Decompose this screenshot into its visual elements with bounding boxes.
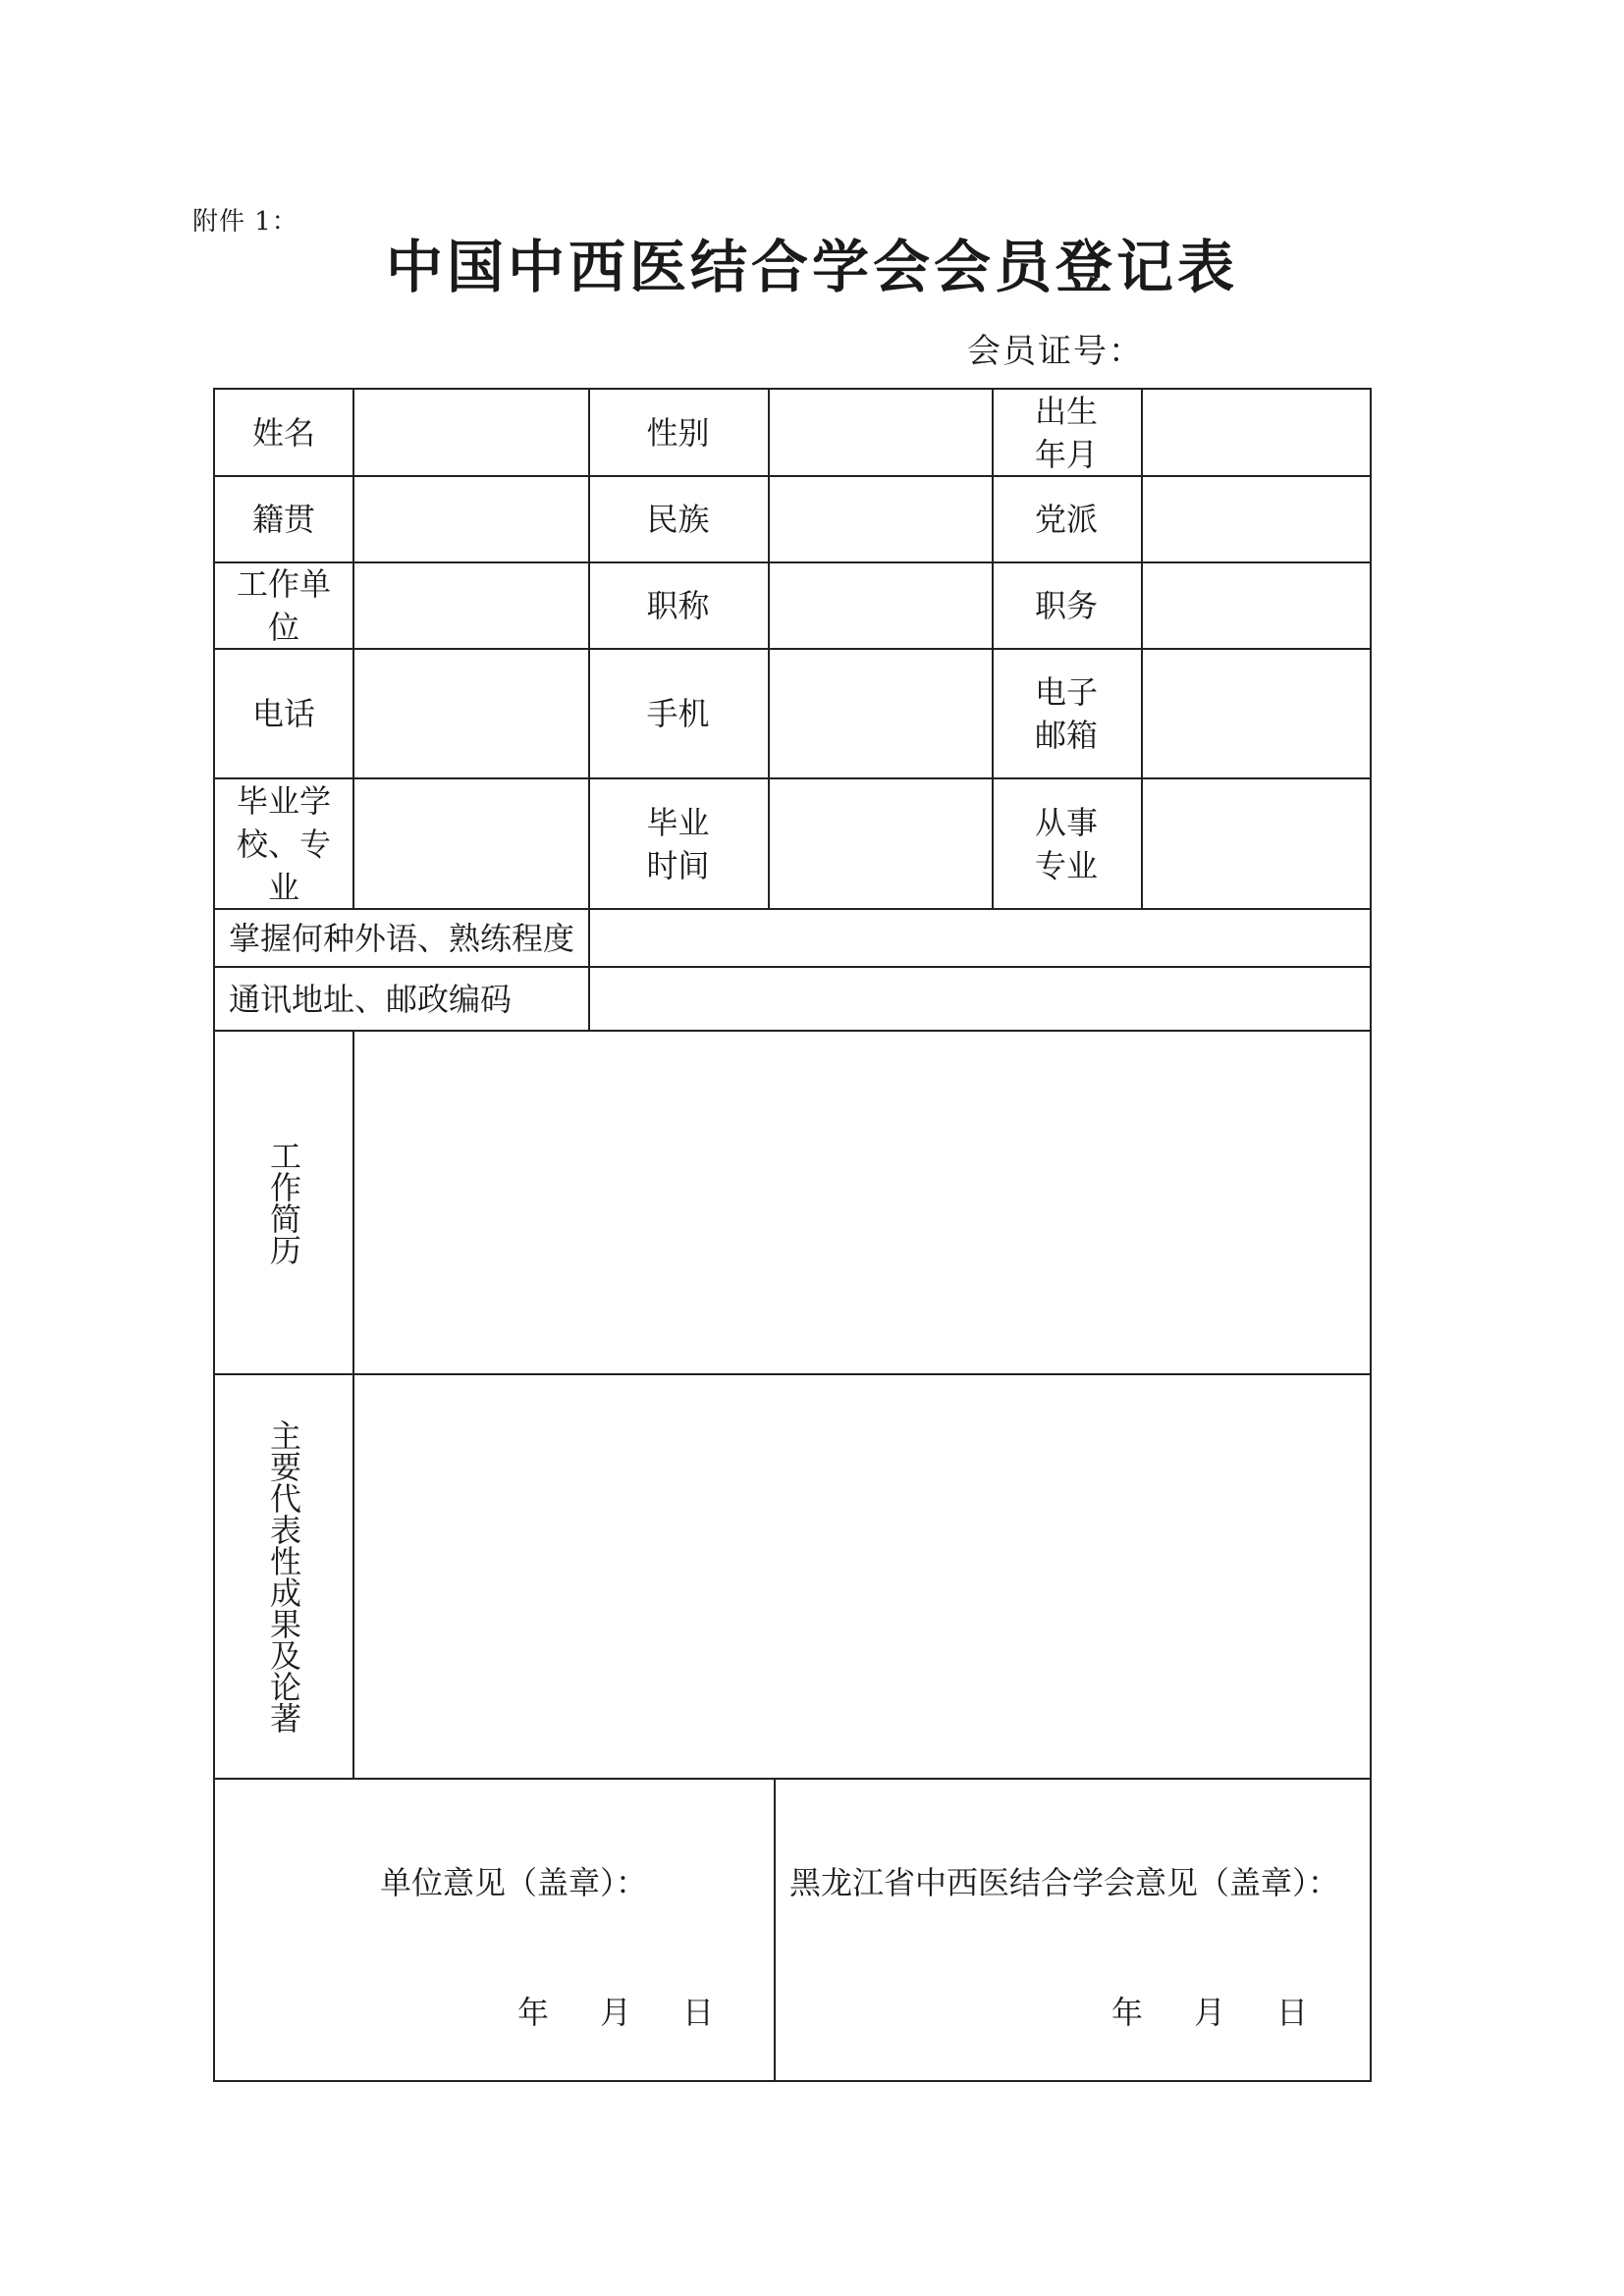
page-title: 中国中西医结合学会会员登记表 (385, 234, 1238, 300)
birth-date-label: 出生 年月 (1034, 392, 1098, 473)
membership-number-label: 会员证号： (967, 332, 1144, 371)
society-opinion-date (1111, 1988, 1308, 2033)
position-label: 职务 (1034, 587, 1098, 624)
gender-label: 性别 (646, 413, 710, 452)
mobile-field[interactable] (770, 650, 992, 777)
phone-field[interactable] (354, 650, 588, 777)
resume-label: 工作简历 (265, 1140, 302, 1265)
gender-field[interactable] (770, 390, 992, 475)
unit-opinion-label: 单位意见（盖章）： (380, 1864, 648, 1901)
date-month-label: 月 (1194, 1994, 1226, 2031)
native-place-field[interactable] (354, 477, 588, 561)
name-label: 姓名 (251, 413, 315, 452)
date-day-label: 日 (682, 1994, 715, 2031)
professional-title-field[interactable] (770, 563, 992, 648)
society-opinion-label: 黑龙江省中西医结合学会意见（盖章）： (789, 1864, 1340, 1901)
registration-form (213, 388, 1372, 2082)
work-unit-field[interactable] (354, 563, 588, 648)
field-of-work-label: 从事 专业 (1034, 803, 1098, 884)
native-place-label: 籍贯 (251, 501, 315, 538)
phone-label: 电话 (251, 695, 315, 732)
professional-title-label: 职称 (646, 587, 710, 624)
mobile-label: 手机 (646, 695, 710, 732)
school-major-label: 毕业学 校、专 业 (236, 781, 331, 906)
school-major-field[interactable] (354, 779, 588, 908)
party-field[interactable] (1143, 477, 1370, 561)
email-label: 电子 邮箱 (1034, 673, 1098, 754)
work-unit-label: 工作单 位 (236, 565, 331, 646)
col-divider (774, 1778, 776, 2082)
language-field[interactable] (590, 910, 1370, 966)
date-month-label: 月 (600, 1994, 632, 2031)
email-field[interactable] (1143, 650, 1370, 777)
party-label: 党派 (1034, 501, 1098, 538)
date-day-label: 日 (1276, 1994, 1309, 2031)
date-year-label: 年 (1111, 1994, 1144, 2031)
field-of-work-field[interactable] (1143, 779, 1370, 908)
ethnicity-label: 民族 (646, 501, 710, 538)
address-field[interactable] (590, 968, 1370, 1030)
language-label: 掌握何种外语、熟练程度 (229, 919, 575, 957)
achievements-field[interactable] (354, 1375, 1370, 1778)
birth-date-field[interactable] (1143, 390, 1370, 475)
address-label: 通讯地址、邮政编码 (229, 980, 513, 1018)
row-divider (215, 1778, 1370, 1780)
ethnicity-field[interactable] (770, 477, 992, 561)
name-field[interactable] (354, 390, 588, 475)
achievements-label: 主要代表性成果及论著 (265, 1419, 302, 1734)
position-field[interactable] (1143, 563, 1370, 648)
unit-opinion-date (517, 1988, 714, 2033)
resume-field[interactable] (354, 1032, 1370, 1373)
graduation-time-label: 毕业 时间 (646, 803, 710, 884)
attachment-label: 附件 1： (192, 207, 298, 237)
date-year-label: 年 (517, 1994, 550, 2031)
graduation-time-field[interactable] (770, 779, 992, 908)
